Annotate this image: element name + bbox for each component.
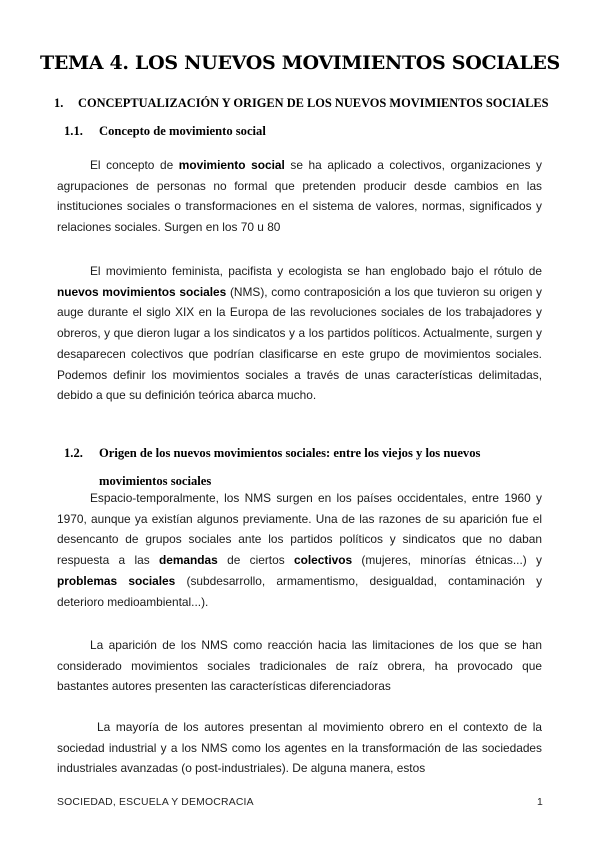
section-1-title: CONCEPTUALIZACIÓN Y ORIGEN DE LOS NUEVOS MOVIMIENTOS SOCIALES xyxy=(78,96,549,110)
page-title: TEMA 4. LOS NUEVOS MOVIMIENTOS SOCIALES xyxy=(40,52,560,74)
paragraph-1-text-c: se ha aplicado a colectivos, organizaciones y agrupaciones de personas no formal que pretenden producir desde cambios en las instituciones sociales o transformaciones en el sistema de valores, normas, significados y relaciones sociales. Surgen en los 70 u 80 xyxy=(57,158,542,235)
section-1-1-heading xyxy=(64,124,544,139)
paragraph-3-bold-colectivos: colectivos xyxy=(293,553,353,568)
paragraph-2-text-c: (NMS), como contraposición a los que tuvieron su origen y auge durante el siglo XIX en la Europa de las revoluciones sociales de los trabajadores y obreros, y que dieron lugar a los sindicatos y a los partidos políticos. Actualmente, surgen y desaparecen colectivos que podrían clasificarse en este grupo de movimientos sociales. Podemos definir los movimientos sociales a través de unas características delimitadas, debido a que su definición teórica abarca mucho. xyxy=(57,284,543,403)
paragraph-3-text-a: Espacio-temporalmente, los NMS surgen en los países occidentales, entre 1960 y 1970, aunque ya existían algunos previamente. Una de las razones de su aparición fue el desencanto de grupos sociales ante los partidos políticos y sindicatos que no daban respuesta a las xyxy=(57,491,542,568)
paragraph-3-text-c: de ciertos xyxy=(217,553,294,568)
section-1-2-heading xyxy=(64,439,544,495)
section-1-2-title-line-1: Origen de los nuevos movimientos sociales: entre los viejos y los nuevos xyxy=(99,446,481,460)
paragraph-3-bold-problemas: problemas sociales xyxy=(57,573,176,588)
section-1-2-number: 1.2. xyxy=(64,446,83,460)
footer-course-name: SOCIEDAD, ESCUELA Y DEMOCRACIA xyxy=(57,797,254,808)
paragraph-1-bold-term: movimiento social xyxy=(178,158,285,172)
paragraph-3-bold-demandas: demandas xyxy=(158,553,218,568)
paragraph-2-bold-term: nuevos movimientos sociales xyxy=(57,284,227,299)
section-1-1-title: Concepto de movimiento social xyxy=(99,124,266,138)
section-1-heading xyxy=(54,96,554,111)
paragraph-4: La aparición de los NMS como reacción hacia las limitaciones de los que se han considerado movimientos sociales tradicionales de raíz obrera, ha provocado que bastantes autores presenten las características diferenciadoras xyxy=(57,638,542,694)
paragraph-2-text-a: El movimiento feminista, pacifista y ecologista se han englobado bajo el rótulo de xyxy=(90,264,542,278)
paragraph-2 xyxy=(57,261,542,406)
section-1-2-title-line-2: movimientos sociales xyxy=(99,474,212,488)
paragraph-3-text-e: (mujeres, minorías étnicas...) y xyxy=(352,553,542,568)
footer-page-number: 1 xyxy=(537,797,543,808)
page-footer xyxy=(57,797,543,808)
paragraph-1 xyxy=(57,155,542,238)
paragraph-1-text-a: El concepto de xyxy=(90,158,179,172)
paragraph-3-text-g: (subdesarrollo, armamentismo, desigualdad, contaminación y deterioro medioambiental...). xyxy=(57,573,543,609)
section-1-number: 1. xyxy=(54,96,64,110)
paragraph-3 xyxy=(57,488,542,612)
paragraph-5: La mayoría de los autores presentan al movimiento obrero en el contexto de la sociedad industrial y a los NMS como los agentes en la transformación de las sociedades industriales avanzadas (o post-industriales). De alguna manera, estos xyxy=(57,720,542,776)
section-1-1-number: 1.1. xyxy=(64,124,83,138)
